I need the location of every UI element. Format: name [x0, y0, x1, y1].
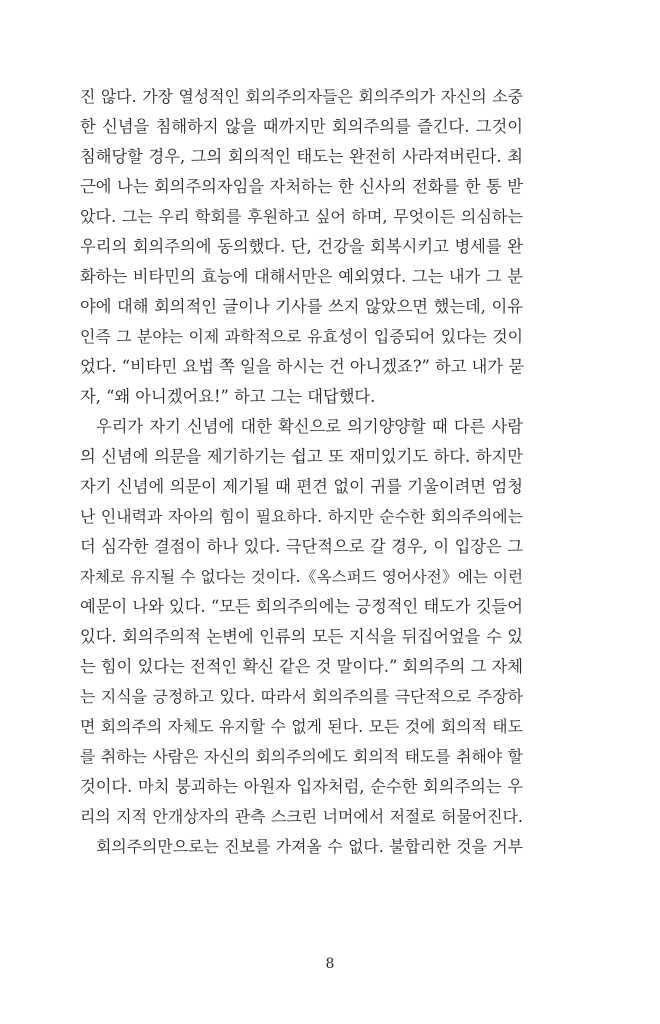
- text-line: 자체로 유지될 수 없다는 것이다.《옥스퍼드 영어사전》에는 이런: [80, 568, 523, 586]
- text-line: 를 취하는 사람은 자신의 회의주의에도 회의적 태도를 취해야 할: [80, 747, 523, 766]
- text-line: 의 신념에 의문을 제기하기는 쉽고 또 재미있기도 하다. 하지만: [80, 447, 523, 466]
- text-line: 면 회의주의 자체도 유지할 수 없게 된다. 모든 것에 회의적 태도: [80, 717, 523, 736]
- page-number: 8: [325, 956, 335, 972]
- text-line: 우리가 자기 신념에 대한 확신으로 의기양양할 때 다른 사람: [96, 417, 523, 436]
- text-line: 는 힘이 있다는 전적인 확신 같은 것 말이다.” 회의주의 그 자체: [80, 657, 523, 676]
- text-line: 았다. 그는 우리 학회를 후원하고 싶어 하며, 무엇이든 의심하는: [80, 207, 523, 226]
- text-line: 었다. “비타민 요법 쪽 일을 하시는 건 아니겠죠?” 하고 내가 묻: [80, 357, 525, 376]
- text-line: 것이다. 마치 붕괴하는 아원자 입자처럼, 순수한 회의주의는 우: [80, 777, 523, 796]
- text-line: 근에 나는 회의주의자임을 자처하는 한 신사의 전화를 한 통 받: [80, 177, 523, 196]
- text-line: 자, “왜 아니겠어요!” 하고 그는 대답했다.: [80, 387, 376, 406]
- text-line: 진 않다. 가장 열성적인 회의주의자들은 회의주의가 자신의 소중: [80, 87, 523, 106]
- text-line: 한 신념을 침해하지 않을 때까지만 회의주의를 즐긴다. 그것이: [80, 117, 523, 136]
- text-line: 는 지식을 긍정하고 있다. 따라서 회의주의를 극단적으로 주장하: [80, 687, 523, 706]
- text-line: 회의주의만으로는 진보를 가져올 수 없다. 불합리한 것을 거부: [96, 837, 523, 856]
- text-line: 난 인내력과 자아의 힘이 필요하다. 하지만 순수한 회의주의에는: [80, 507, 523, 526]
- text-line: 야에 대해 회의적인 글이나 기사를 쓰지 않았으면 했는데, 이유: [80, 297, 523, 316]
- text-line: 예문이 나와 있다. “모든 회의주의에는 긍정적인 태도가 깃들어: [80, 597, 523, 616]
- body-text: [80, 82, 523, 862]
- text-line: 더 심각한 결점이 하나 있다. 극단적으로 갈 경우, 이 입장은 그: [80, 537, 523, 556]
- text-line: 자기 신념에 의문이 제기될 때 편견 없이 귀를 기울이려면 엄청: [80, 477, 523, 496]
- text-line: 화하는 비타민의 효능에 대해서만은 예외였다. 그는 내가 그 분: [80, 267, 523, 286]
- text-line: 우리의 회의주의에 동의했다. 단, 건강을 회복시키고 병세를 완: [80, 237, 523, 256]
- text-line: 인즉 그 분야는 이제 과학적으로 유효성이 입증되어 있다는 것이: [80, 327, 523, 346]
- text-line: 리의 지적 안개상자의 관측 스크린 너머에서 저절로 허물어진다.: [80, 807, 523, 826]
- text-line: 있다. 회의주의적 논변에 인류의 모든 지식을 뒤집어엎을 수 있: [80, 627, 523, 646]
- text-line: 침해당할 경우, 그의 회의적인 태도는 완전히 사라져버린다. 최: [80, 147, 523, 166]
